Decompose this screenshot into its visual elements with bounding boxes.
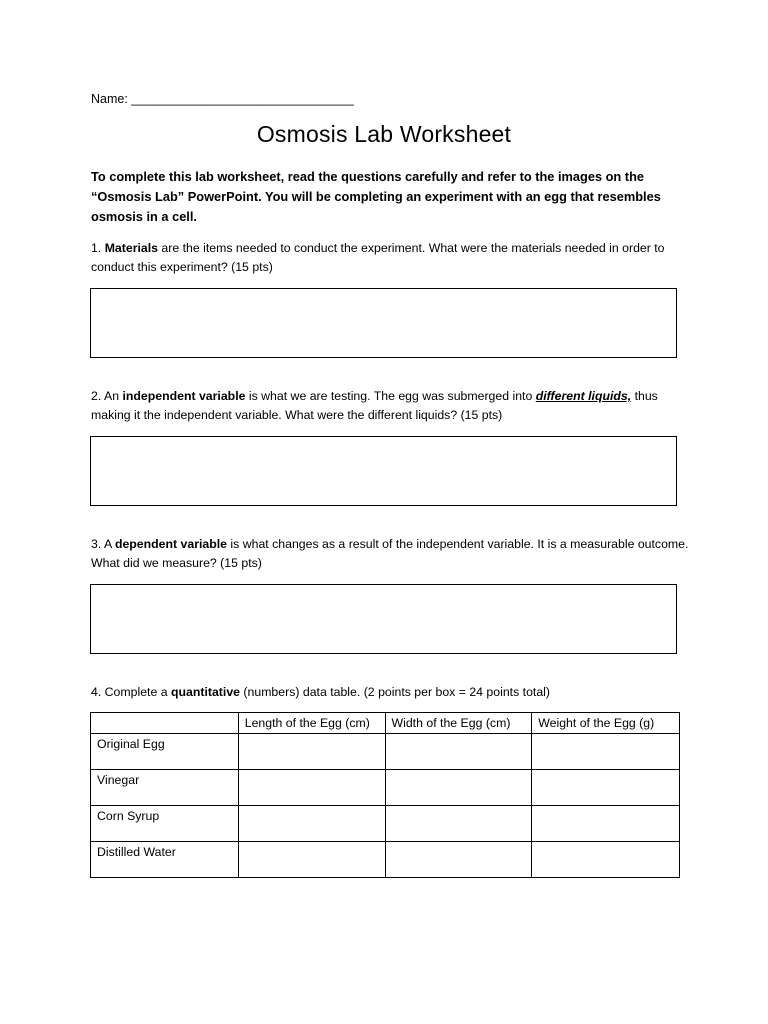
page-title: Osmosis Lab Worksheet bbox=[256, 121, 512, 147]
question-2-text-a: is what we are testing. The egg was submerged into bbox=[245, 389, 536, 403]
row-label-original-egg: Original Egg bbox=[91, 734, 239, 770]
question-2-emphasis: different liquids, bbox=[535, 389, 632, 403]
input-cell[interactable] bbox=[238, 770, 385, 806]
header-weight: Weight of the Egg (g) bbox=[532, 713, 680, 734]
input-cell[interactable] bbox=[385, 734, 532, 770]
row-label-distilled-water: Distilled Water bbox=[91, 842, 239, 878]
question-3 bbox=[91, 535, 691, 573]
egg-data-table bbox=[90, 712, 680, 878]
question-2-term: independent variable bbox=[122, 389, 246, 403]
input-cell[interactable] bbox=[532, 734, 680, 770]
input-cell[interactable] bbox=[532, 806, 680, 842]
table-row bbox=[91, 734, 680, 770]
input-cell[interactable] bbox=[238, 806, 385, 842]
input-cell[interactable] bbox=[238, 842, 385, 878]
answer-box-2[interactable] bbox=[90, 436, 677, 506]
question-4-term: quantitative bbox=[170, 685, 240, 699]
instructions: To complete this lab worksheet, read the questions carefully and refer to the images on the “Osmosis Lab” PowerPoint. You will be completing an experiment with an egg that resembles osmosis in a cell. bbox=[91, 169, 661, 224]
input-cell[interactable] bbox=[532, 770, 680, 806]
question-1-term: Materials bbox=[104, 241, 159, 255]
question-3-number: 3. A bbox=[91, 537, 115, 551]
input-cell[interactable] bbox=[238, 734, 385, 770]
input-cell[interactable] bbox=[532, 842, 680, 878]
answer-box-3[interactable] bbox=[90, 584, 677, 654]
table-row bbox=[91, 770, 680, 806]
header-width: Width of the Egg (cm) bbox=[385, 713, 532, 734]
question-1 bbox=[91, 239, 691, 277]
table-row bbox=[91, 842, 680, 878]
question-1-text: are the items needed to conduct the experiment. What were the materials needed in order to conduct this experiment? (15 pts) bbox=[91, 241, 665, 274]
row-label-vinegar: Vinegar bbox=[91, 770, 239, 806]
table-header-row bbox=[91, 713, 680, 734]
question-4-number: 4. Complete a bbox=[91, 685, 171, 699]
answer-box-1[interactable] bbox=[90, 288, 677, 358]
table-row bbox=[91, 806, 680, 842]
question-2 bbox=[91, 387, 691, 425]
question-1-number: 1. bbox=[91, 241, 105, 255]
question-4-text: (numbers) data table. (2 points per box = 24 points total) bbox=[240, 685, 550, 699]
input-cell[interactable] bbox=[385, 770, 532, 806]
question-2-number: 2. An bbox=[91, 389, 123, 403]
name-field[interactable]: Name: ________________________________ bbox=[91, 92, 354, 106]
question-4 bbox=[91, 683, 691, 702]
question-3-text: is what changes as a result of the independent variable. It is a measurable outcome. What did we measure? (15 pts) bbox=[91, 537, 689, 570]
input-cell[interactable] bbox=[385, 806, 532, 842]
header-cell-empty bbox=[91, 713, 239, 734]
input-cell[interactable] bbox=[385, 842, 532, 878]
question-3-term: dependent variable bbox=[114, 537, 228, 551]
header-length: Length of the Egg (cm) bbox=[238, 713, 385, 734]
question-2-text-b: thus making it the independent variable. What were the different liquids? (15 pts) bbox=[91, 389, 658, 422]
row-label-corn-syrup: Corn Syrup bbox=[91, 806, 239, 842]
